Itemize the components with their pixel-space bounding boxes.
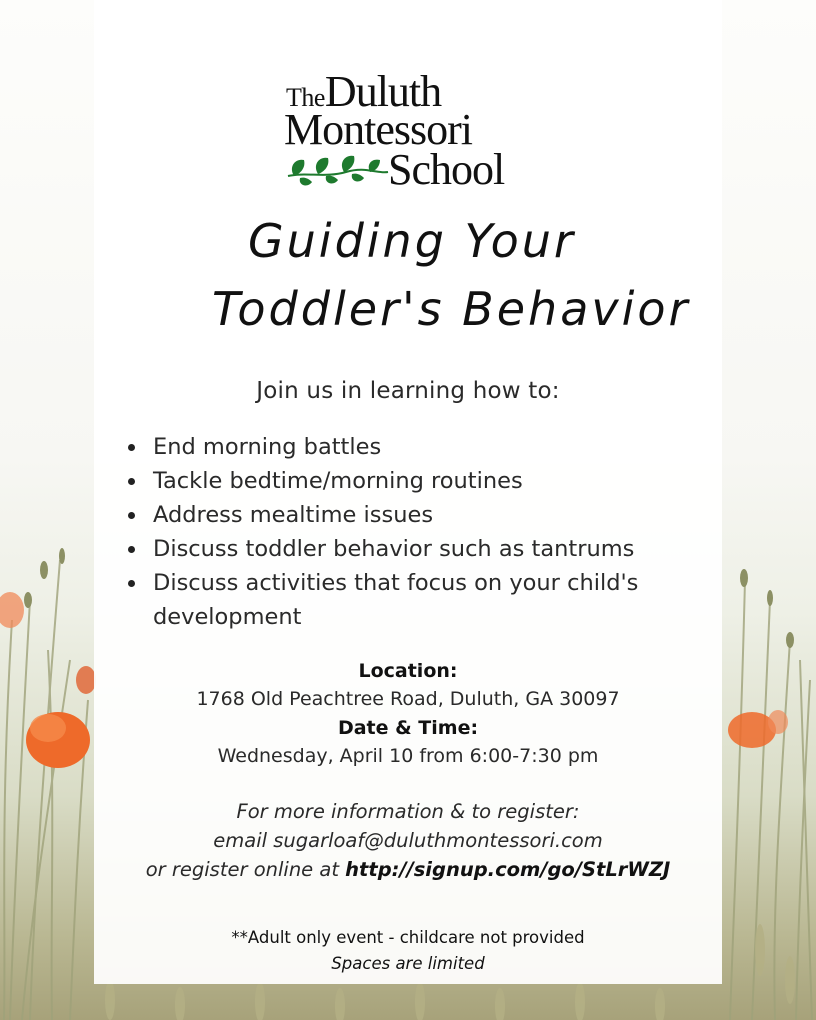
location-label: Location: bbox=[358, 660, 458, 682]
logo-school: School bbox=[388, 145, 505, 194]
date-time-label: Date & Time: bbox=[337, 717, 479, 739]
date-time-value: Wednesday, April 10 from 6:00-7:30 pm bbox=[217, 745, 599, 767]
leaf-vine-icon bbox=[286, 152, 390, 188]
register-heading: For more information & to register: bbox=[236, 800, 580, 823]
list-item: End morning battles bbox=[122, 430, 682, 464]
intro-text: Join us in learning how to: bbox=[256, 378, 560, 404]
logo-duluth: Duluth bbox=[324, 67, 442, 116]
list-item: Tackle bedtime/morning routines bbox=[122, 464, 682, 498]
title-line-1: Guiding Your bbox=[248, 214, 576, 268]
list-item: Discuss toddler behavior such as tantrums bbox=[122, 532, 682, 566]
list-item: Discuss activities that focus on your child's development bbox=[122, 566, 682, 634]
logo-montessori: Montessori bbox=[284, 105, 472, 154]
spaces-limited-note: Spaces are limited bbox=[331, 954, 485, 973]
register-online bbox=[94, 858, 722, 881]
school-logo bbox=[284, 67, 534, 194]
adult-only-note: **Adult only event - childcare not provided bbox=[231, 928, 585, 947]
list-item: Address mealtime issues bbox=[122, 498, 682, 532]
title-line-2: Toddler's Behavior bbox=[212, 282, 691, 336]
signup-link[interactable]: http://signup.com/go/StLrWZJ bbox=[345, 858, 671, 881]
location-value: 1768 Old Peachtree Road, Duluth, GA 30097 bbox=[196, 688, 620, 710]
register-email: email sugarloaf@duluthmontessori.com bbox=[213, 829, 603, 852]
logo-the: The bbox=[286, 83, 325, 112]
register-online-prefix: or register online at bbox=[145, 858, 346, 881]
topic-list bbox=[122, 430, 682, 634]
